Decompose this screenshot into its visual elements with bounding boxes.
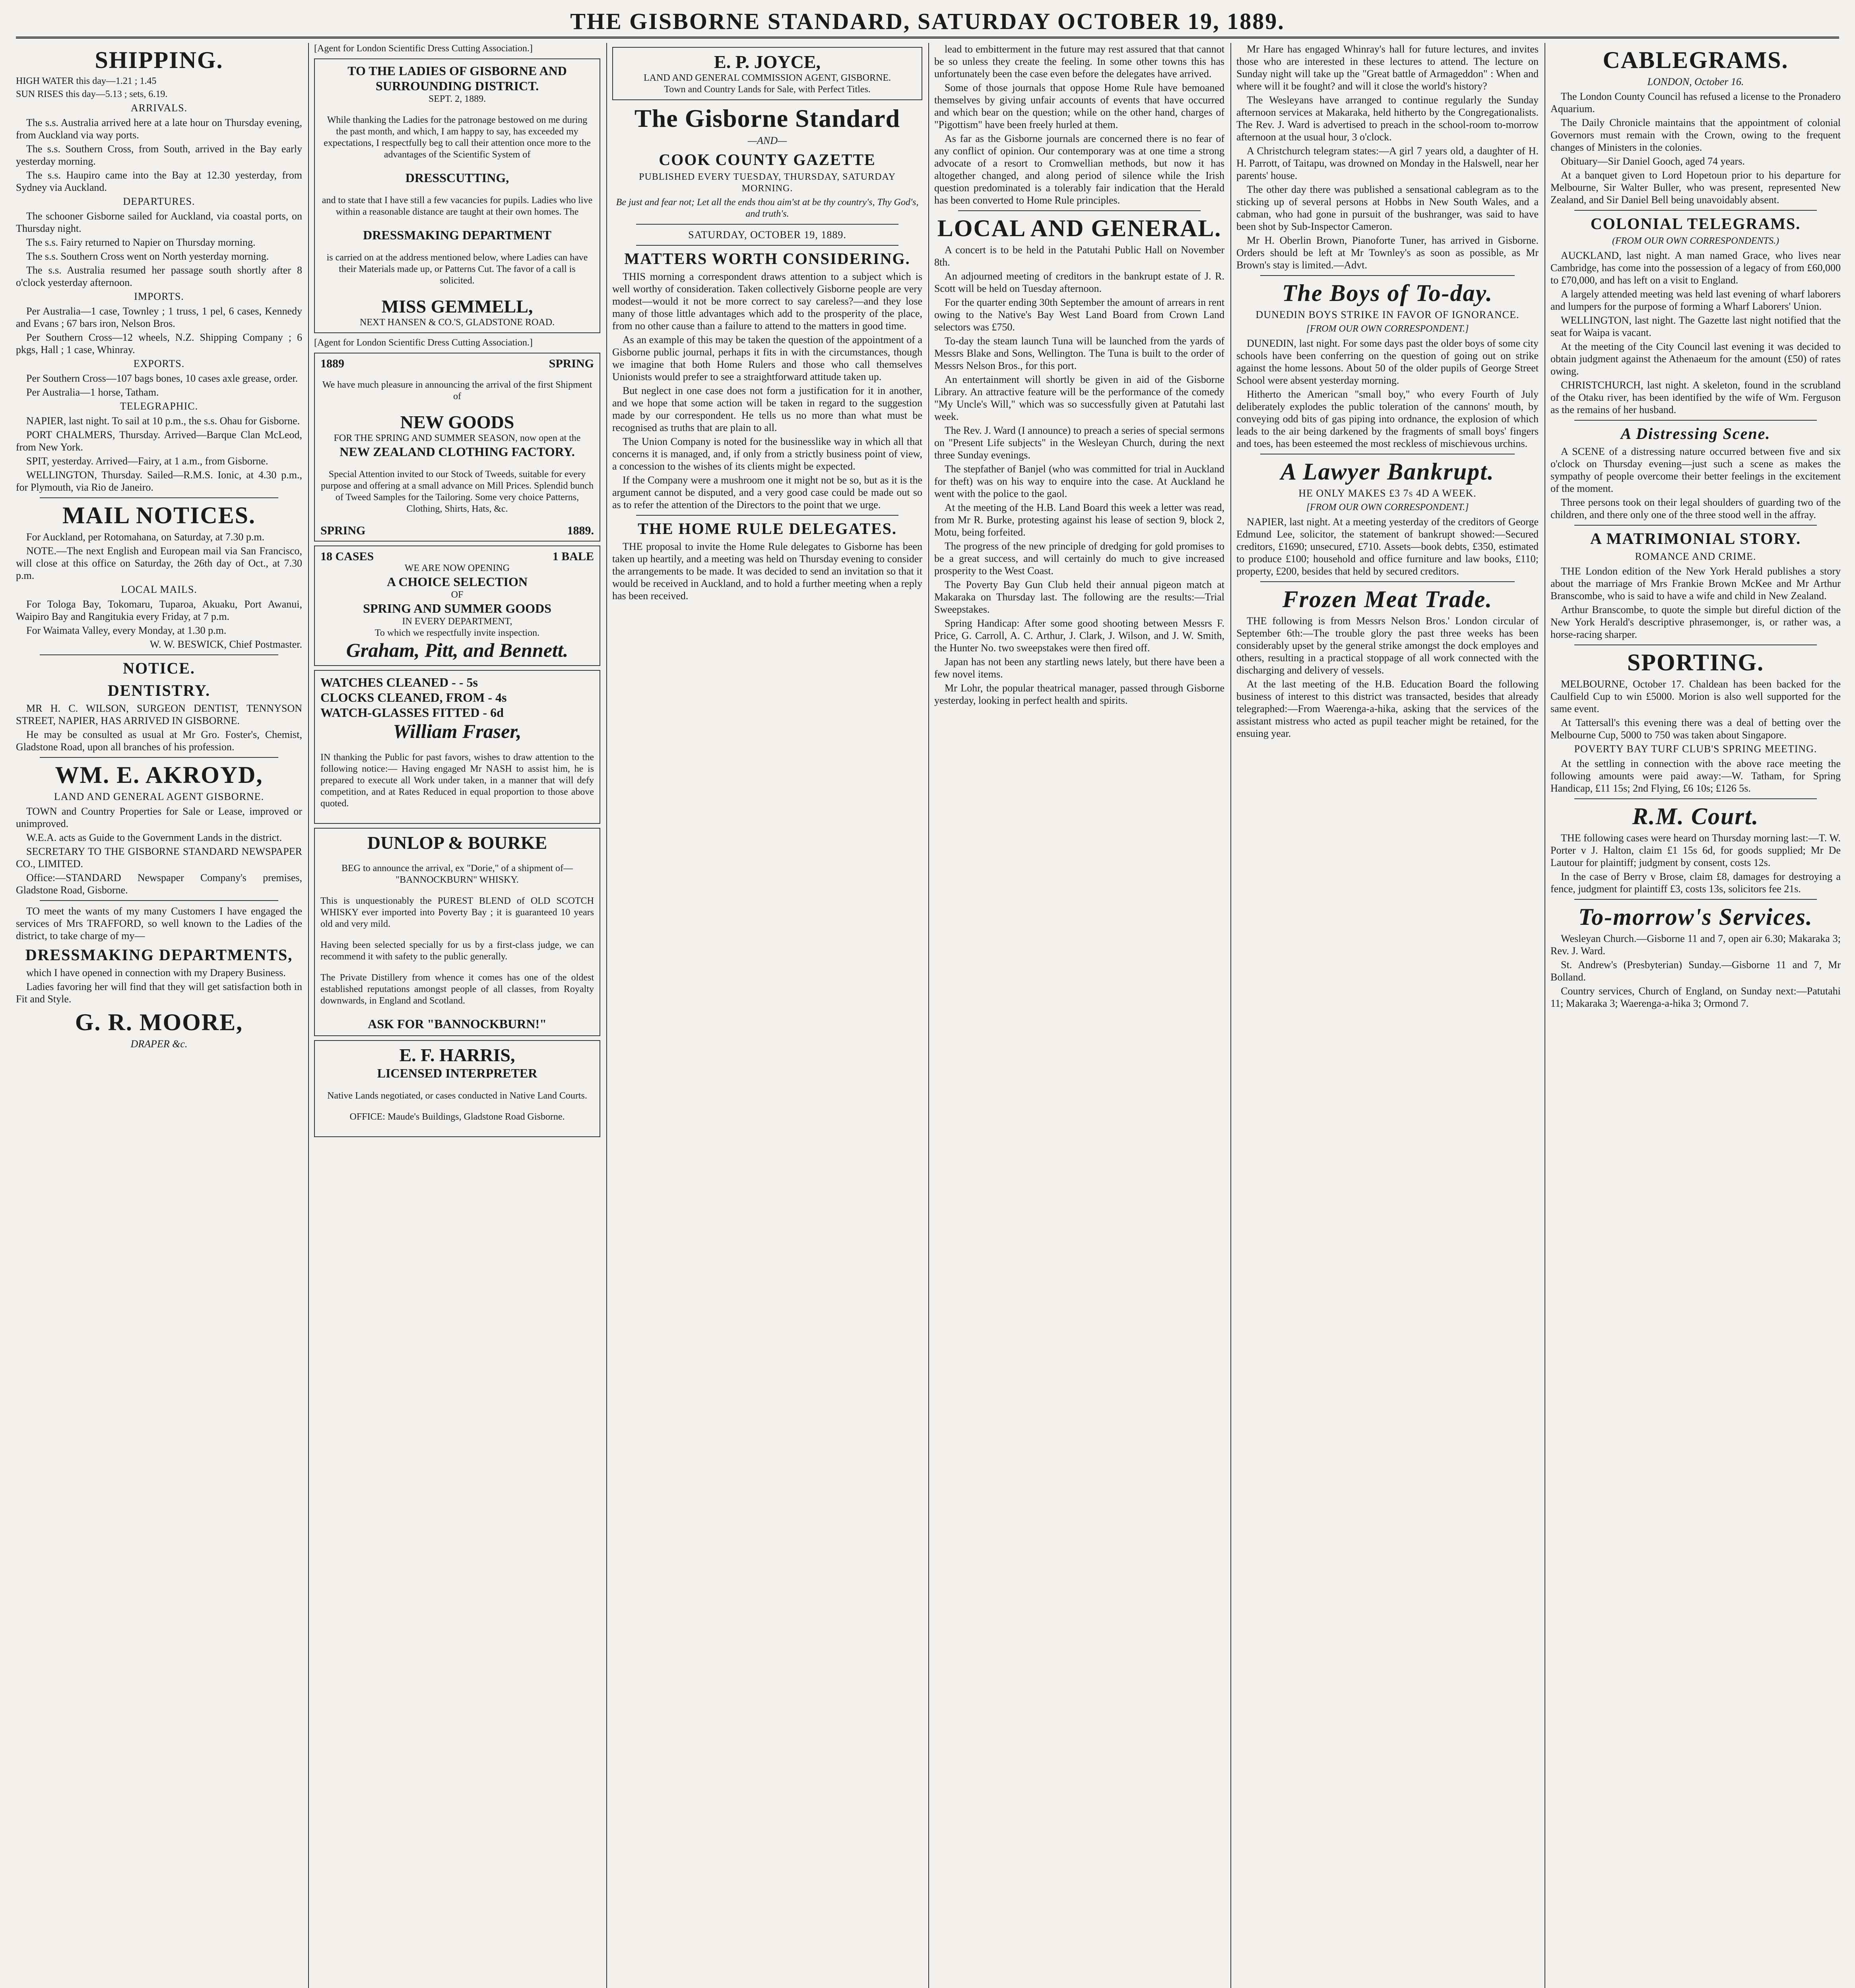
- cable-item: At a banquet given to Lord Hopetoun prior to his departure for Melbourne, Sir Walter Buller, who was present, represented New Zealand, and Sir Daniel Bell being unavoidably absent.: [1550, 169, 1841, 206]
- fraser-advert: [314, 670, 600, 824]
- publication-schedule: PUBLISHED EVERY TUESDAY, THURSDAY, SATURDAY MORNING.: [639, 172, 896, 194]
- turf-heading: POVERTY BAY TURF CLUB'S SPRING MEETING.: [1574, 743, 1817, 755]
- local-item: A concert is to be held in the Patutahi Public Hall on November 8th.: [934, 244, 1224, 268]
- motto: Be just and fear not; Let all the ends thou aim'st at be thy country's, Thy God's, and truth's.: [616, 197, 919, 219]
- local-item: An adjourned meeting of creditors in the bankrupt estate of J. R. Scott will be held on Tuesday afternoon.: [934, 270, 1224, 294]
- gemmell-advert: [314, 58, 600, 333]
- column-rule: [606, 43, 607, 1988]
- local-item: The progress of the new principle of dredging for gold promises to be a great success, and will certainly do much to give increased prosperity to the West Coast.: [934, 540, 1224, 577]
- now-opening: WE ARE NOW OPENING: [404, 563, 510, 573]
- akroyd-item: SECRETARY TO THE GISBORNE STANDARD NEWSPAPER CO., LIMITED.: [16, 846, 302, 870]
- cable-item: The Daily Chronicle maintains that the appointment of colonial Governors must remain with the Crown, owing to the frequent changes of Ministers in the colonies.: [1550, 117, 1841, 153]
- spring-header-row: [320, 357, 594, 370]
- cable-item: The London County Council has refused a license to the Pronadero Aquarium.: [1550, 91, 1841, 115]
- masthead-title: THE GISBORNE STANDARD, SATURDAY OCTOBER 19, 1889.: [570, 8, 1285, 34]
- telegraphic-item: WELLINGTON, Thursday. Sailed—R.M.S. Ionic, at 4.30 p.m., for Plymouth, via Rio de Janeiro.: [16, 469, 302, 493]
- akroyd-subheading: LAND AND GENERAL AGENT GISBORNE.: [54, 791, 264, 802]
- distress-heading: A Distressing Scene.: [1620, 425, 1771, 443]
- gemmell-address: NEXT HANSEN & CO.'S, GLADSTONE ROAD.: [359, 317, 555, 328]
- divider: [40, 757, 278, 758]
- dentistry-item: He may be consulted as usual at Mr Gro. Foster's, Chemist, Gladstone Road, upon all branches of his profession.: [16, 729, 302, 753]
- imports-heading: IMPORTS.: [134, 291, 184, 302]
- editorial-heading: MATTERS WORTH CONSIDERING.: [624, 250, 910, 268]
- dressmaking-body: is carried on at the address mentioned below, where Ladies can have their Materials made up, or Patterns Cut. The favor of a call is solicited.: [326, 252, 588, 286]
- colonial-item: At the meeting of the City Council last evening it was decided to obtain judgment against the Athenaeum for the amount (£50) of rates owing.: [1550, 341, 1841, 377]
- divider: [636, 224, 898, 225]
- harris-name: E. F. HARRIS,: [399, 1045, 515, 1065]
- cablegrams-heading: CABLEGRAMS.: [1603, 47, 1789, 73]
- new-goods-sub: FOR THE SPRING AND SUMMER SEASON, now open at the: [334, 433, 581, 443]
- local-item: Mr Hare has engaged Whinray's hall for future lectures, and invites those who are interested in these lectures to attend. The lecture on Sunday night will take up the "Great battle of Armageddon" : When and where will it be fought? and will it close the world's history?: [1236, 43, 1539, 92]
- divider: [1574, 798, 1817, 799]
- local-item: For the quarter ending 30th September the amount of arrears in rent owing to the Native's Bay West Land Board from Crown Land selectors was £750.: [934, 297, 1224, 333]
- dress-body: and to state that I have still a few vacancies for pupils. Ladies who live within a reasonable distance are taught at their own homes. The: [322, 195, 593, 217]
- divider: [1574, 420, 1817, 421]
- departure-item: The schooner Gisborne sailed for Auckland, via coastal ports, on Thursday night.: [16, 210, 302, 234]
- dressmaking-label: DRESSMAKING DEPARTMENTS,: [25, 946, 293, 964]
- column-5: [1236, 43, 1539, 1988]
- watch-price-2: CLOCKS CLEANED, FROM - 4s: [320, 690, 507, 705]
- local-mails-label: LOCAL MAILS.: [121, 584, 197, 595]
- export-item: Per Southern Cross—107 bags bones, 10 cases axle grease, order.: [26, 373, 298, 384]
- home-rule-heading: THE HOME RULE DELEGATES.: [638, 520, 897, 538]
- local-item: The Wesleyans have arranged to continue regularly the Sunday afternoon services at Makaraka, held hitherto by the Congregationalists. The Rev. J. Ward is advertised to preach in the school-room to-morrow afternoon at the usual hour, 3 o'clock.: [1236, 94, 1539, 143]
- spring-goods-advert: [314, 353, 600, 542]
- matrimonial-heading: A MATRIMONIAL STORY.: [1590, 530, 1801, 547]
- divider: [1260, 581, 1515, 582]
- dentistry-heading: DENTISTRY.: [107, 681, 211, 699]
- colonial-item: AUCKLAND, last night. A man named Grace, who lives near Cambridge, has come into the possession of a legacy of from £60,000 to £70,000, and has left on a visit to England.: [1550, 250, 1841, 286]
- editorial-paragraph: If the Company were a mushroom one it might not be so, but as it is the argument cannot be disputed, and a very good case could be made out so as to refer the attention of the Directors to the point that we urge.: [612, 474, 922, 511]
- divider: [636, 245, 898, 246]
- flag-subtitle: COOK COUNTY GAZETTE: [659, 151, 876, 169]
- arrival-item: The s.s. Southern Cross, from South, arrived in the Bay early yesterday morning.: [16, 143, 302, 167]
- colonial-source: (FROM OUR OWN CORRESPONDENTS.): [1612, 236, 1779, 246]
- flag-and: —AND—: [747, 135, 787, 146]
- ask-for-line: ASK FOR "BANNOCKBURN!": [368, 1017, 547, 1031]
- dunlop-body: BEG to announce the arrival, ex "Dorie," of a shipment of— "BANNOCKBURN" WHISKY.: [341, 863, 573, 885]
- departure-item: The s.s. Southern Cross went on North yesterday morning.: [26, 250, 269, 262]
- sun-line: SUN RISES this day—5.13 ; sets, 6.19.: [16, 89, 168, 99]
- watch-price-1: WATCHES CLEANED - - 5s: [320, 675, 478, 689]
- arrivals-heading: ARRIVALS.: [130, 102, 188, 114]
- exports-heading: EXPORTS.: [133, 358, 185, 369]
- telegraphic-item: SPIT, yesterday. Arrived—Fairy, at 1 a.m., from Gisborne.: [26, 455, 268, 467]
- cable-item: Obituary—Sir Daniel Gooch, aged 74 years.: [1561, 155, 1745, 167]
- local-item: The Poverty Bay Gun Club held their annual pigeon match at Makaraka on Thursday last. The following are the results:—Trial Sweepstakes.: [934, 579, 1224, 615]
- dentistry-item: MR H. C. WILSON, SURGEON DENTIST, TENNYSON STREET, NAPIER, HAS ARRIVED IN GISBORNE.: [16, 703, 302, 726]
- import-item: Per Southern Cross—12 wheels, N.Z. Shipping Company ; 6 pkgs, Hall ; 1 case, Whinray.: [16, 332, 302, 355]
- moore-item: TO meet the wants of my many Customers I have engaged the services of Mrs TRAFFORD, so well known to the Ladies of the district, to take charge of my—: [16, 905, 302, 942]
- local-item: Mr H. Oberlin Brown, Pianoforte Tuner, has arrived in Gisborne. Orders should be left at Mr Townley's as soon as possible, as Mr Brown's stay is limited.—Advt.: [1236, 235, 1539, 271]
- home-rule-paragraph: THE proposal to invite the Home Rule delegates to Gisborne has been taken up heartily, and a meeting was held on Thursday evening to consider the arrangements to be made. It was decided to send an invitation so that it would be received in Auckland, and to hold a further meeting when a reply has been received.: [612, 541, 922, 602]
- arrival-item: The s.s. Haupiro came into the Bay at 12.30 yesterday, from Sydney via Auckland.: [16, 169, 302, 193]
- newspaper-flag: The Gisborne Standard: [634, 104, 900, 132]
- departure-item: The s.s. Fairy returned to Napier on Thursday morning.: [26, 237, 256, 248]
- akroyd-item: TOWN and Country Properties for Sale or Lease, improved or unimproved.: [16, 806, 302, 829]
- clothing-factory-name: NEW ZEALAND CLOTHING FACTORY.: [340, 445, 575, 459]
- distress-paragraph: A SCENE of a distressing nature occurred between five and six o'clock on Thursday evening—just such a scene as makes the sympathy of people overcome their better feelings in the excitement of the moment.: [1550, 446, 1841, 494]
- joyce-subheading: LAND AND GENERAL COMMISSION AGENT, GISBORNE.: [643, 73, 891, 83]
- bankrupt-heading: A Lawyer Bankrupt.: [1281, 458, 1494, 485]
- choice-selection: A CHOICE SELECTION: [387, 575, 528, 589]
- akroyd-heading: WM. E. AKROYD,: [55, 762, 263, 788]
- local-item: Japan has not been any startling news lately, but there have been a few novel items.: [934, 656, 1224, 680]
- akroyd-item: W.E.A. acts as Guide to the Government Lands in the district.: [26, 832, 282, 843]
- local-item: The Rev. J. Ward (I announce) to preach a series of special sermons on "Present Life subjects" in the Wesleyan Church, during the next three Sunday evenings.: [934, 425, 1224, 461]
- tides-line: HIGH WATER this day—1.21 ; 1.45: [16, 76, 157, 86]
- harris-advert: [314, 1040, 600, 1137]
- divider: [40, 900, 278, 901]
- dressmaking-heading: DRESSMAKING DEPARTMENT: [363, 228, 551, 242]
- column-1: [16, 43, 302, 1988]
- telegraphic-item: NAPIER, last night. To sail at 10 p.m., the s.s. Ohau for Gisborne.: [26, 415, 300, 427]
- frozen-paragraph: At the last meeting of the H.B. Education Board the following business of interest to this district was transacted, besides that already telegraphed:—From Waerenga-a-hika, asking that the services of the assistant mistress who acted as pupil teacher might be retained, for the ensuing year.: [1236, 678, 1539, 739]
- association-note: [Agent for London Scientific Dress Cutting Association.]: [314, 43, 533, 54]
- gpb-signature: Graham, Pitt, and Bennett.: [346, 639, 569, 661]
- column-rule: [1230, 43, 1231, 1988]
- sporting-item: At Tattersall's this evening there was a deal of betting over the Melbourne Cup, 5000 to 750 was taken about Singapore.: [1550, 717, 1841, 741]
- spring-body: We have much pleasure in announcing the arrival of the first Shipment of: [322, 380, 592, 402]
- akroyd-item: Office:—STANDARD Newspaper Company's premises, Gladstone Road, Gisborne.: [16, 872, 302, 896]
- local-item: An entertainment will shortly be given in aid of the Gisborne Library. An attractive feature will be the performance of the comedy "My Uncle's Will," which was so successfully given at Patutahi last week.: [934, 374, 1224, 422]
- bankrupt-subheading: HE ONLY MAKES £3 7s 4D A WEEK.: [1298, 487, 1477, 499]
- harris-title: LICENSED INTERPRETER: [377, 1066, 537, 1080]
- spring-footer-row: [320, 524, 594, 537]
- divider: [40, 654, 278, 655]
- every-dept: IN EVERY DEPARTMENT,: [402, 616, 512, 627]
- spring-year: 1889.: [567, 524, 594, 537]
- dresscutting-label: DRESSCUTTING,: [405, 171, 509, 185]
- distress-paragraph: Three persons took on their legal shoulders of guarding two of the children, and there only one of the three stood well in the affray.: [1550, 497, 1841, 520]
- gemmell-name: MISS GEMMELL,: [381, 296, 533, 316]
- masthead: [16, 6, 1839, 39]
- inspection-line: To which we respectfully invite inspection.: [374, 628, 540, 638]
- editorial-paragraph: But neglect in one case does not form a justification for it in another, and we hope that some action will be taken in regard to the suggestion made by our correspondent. He tells us no more than what must be recognised as truths that are plain to all.: [612, 385, 922, 433]
- dateline: SATURDAY, OCTOBER 19, 1889.: [688, 229, 846, 241]
- joyce-name: E. P. JOYCE,: [714, 52, 821, 72]
- colonial-item: WELLINGTON, last night. The Gazette last night notified that the seat for Waipa is vacant.: [1550, 315, 1841, 338]
- moore-item: Ladies favoring her will find that they will get satisfaction both in Fit and Style.: [16, 981, 302, 1005]
- rm-item: In the case of Berry v Brose, claim £8, damages for destroying a fence, judgment for plaintiff £3, costs 13s, solicitors fee 21s.: [1550, 871, 1841, 895]
- graham-pitt-bennett-advert: [314, 546, 600, 666]
- postmaster-signature: W. W. BESWICK, Chief Postmaster.: [149, 639, 302, 650]
- services-item: Wesleyan Church.—Gisborne 11 and 7, open air 6.30; Makaraka 3; Rev. J. Ward.: [1550, 933, 1841, 957]
- divider: [40, 497, 278, 498]
- mail-item: For Auckland, per Rotomahana, on Saturday, at 7.30 p.m.: [26, 531, 265, 543]
- notice-heading: NOTICE.: [123, 659, 195, 677]
- matrimonial-subheading: ROMANCE AND CRIME.: [1635, 551, 1756, 562]
- local-general-heading: LOCAL AND GENERAL.: [937, 215, 1222, 241]
- editorial-paragraph: THIS morning a correspondent draws attention to a subject which is well worthy of consideration. Taken collectively Gisborne people are very modest—would it not be more correct to say careless?—and they lose many of those little advantages which add to the prosperity of the place, from no other cause than a failure to attend to the matters in good time.: [612, 271, 922, 332]
- new-goods-heading: NEW GOODS: [400, 412, 514, 432]
- local-item: Spring Handicap: After some good shooting between Messrs F. Price, G. Carroll, A. C. Arthur, J. Clark, J. Wilson, and J. W. Smith, the Hunter No. two sweepstakes were then fired off.: [934, 617, 1224, 654]
- association-note: [Agent for London Scientific Dress Cutting Association.]: [314, 338, 533, 348]
- moore-item: which I have opened in connection with my Drapery Business.: [26, 967, 286, 978]
- bankrupt-source: [FROM OUR OWN CORRESPONDENT.]: [1306, 502, 1469, 513]
- spring-label: SPRING: [549, 357, 594, 370]
- column-3: [612, 43, 922, 1988]
- matrimonial-paragraph: Arthur Branscombe, to quote the simple but direful diction of the New York Herald's descriptive phrasemonger, is, or rather was, a horse-racing sharper.: [1550, 604, 1841, 640]
- import-item: Per Australia—1 case, Townley ; 1 truss, 1 pel, 6 cases, Kennedy and Evans ; 67 bars iron, Nelson Bros.: [16, 305, 302, 329]
- divider: [1574, 899, 1817, 900]
- fraser-body: IN thanking the Public for past favors, wishes to draw attention to the following notice:— Having engaged Mr NASH to assist him, he is prepared to execute all Work under taken, in a manner that will defy competition, and at Rates Reduced in equal proportion to those above quoted.: [320, 752, 594, 809]
- divider: [958, 210, 1201, 211]
- local-item: At the meeting of the H.B. Land Board this week a letter was read, from Mr R. Burke, protesting against his lease of section 9, block 2, Motu, being forfeited.: [934, 502, 1224, 538]
- boys-paragraph: DUNEDIN, last night. For some days past the older boys of some city schools have been conferring on the question of going out on strike against the home lessons. About 50 of the older pupils of George Street School were absent yesterday morning.: [1236, 338, 1539, 386]
- arrival-item: The s.s. Australia arrived here at a late hour on Thursday evening, from Auckland via way ports.: [16, 117, 302, 141]
- editorial-continued: lead to embitterment in the future may rest assured that that cannot be so unless they create the feeling. In some other towns this has unfortunately been the case even before the delegates have arrived.: [934, 43, 1224, 80]
- rm-item: THE following cases were heard on Thursday morning last:—T. W. Porter v J. Halton, claim £1 15s 6d, for goods supplied; Mr De Lautour for plaintiff; judgment by consent, costs 12s.: [1550, 832, 1841, 868]
- local-item: Mr Lohr, the popular theatrical manager, passed through Gisborne yesterday, looking in perfect health and spirits.: [934, 682, 1224, 706]
- cable-dateline: LONDON, October 16.: [1647, 76, 1744, 87]
- column-rule: [928, 43, 929, 1988]
- of-label: OF: [451, 590, 464, 600]
- spring-label: SPRING: [320, 524, 366, 537]
- bale-label: 1 BALE: [552, 550, 594, 563]
- shipping-heading: SHIPPING.: [95, 47, 223, 73]
- moore-trade: DRAPER &c.: [130, 1038, 188, 1050]
- spring-year: 1889: [320, 357, 344, 370]
- dunlop-body-4: The Private Distillery from whence it comes has one of the oldest established reputations amongst people of all classes, from Royalty downwards, in England and Scotland.: [320, 973, 594, 1006]
- joyce-advert: [612, 47, 922, 100]
- column-rule: [308, 43, 309, 1988]
- mail-item: NOTE.—The next English and European mail via San Francisco, will close at this office on Saturday, the 26th day of Oct., at 7.30 p.m.: [16, 545, 302, 581]
- colonial-item: A largely attended meeting was held last evening of wharf laborers and lumpers for the purpose of forming a Wharf Laborers' Union.: [1550, 288, 1841, 312]
- mail-item: For Waimata Valley, every Monday, at 1.30 p.m.: [26, 625, 227, 636]
- colonial-heading: COLONIAL TELEGRAMS.: [1590, 215, 1801, 233]
- frozen-meat-heading: Frozen Meat Trade.: [1282, 586, 1493, 612]
- dunlop-body-2: This is unquestionably the PUREST BLEND of OLD SCOTCH WHISKY ever imported into Poverty Bay ; it is guaranteed 10 years old and very mild.: [320, 896, 594, 929]
- mail-notices-heading: MAIL NOTICES.: [62, 502, 256, 528]
- departures-heading: DEPARTURES.: [123, 196, 195, 207]
- divider: [1574, 210, 1817, 211]
- local-item: The other day there was published a sensational cablegram as to the sticking up of several persons at Hobbs in New South Wales, and a cabman, who had gone in pursuit of the bushranger, was said to have been shot by Sub-Inspector Cameron.: [1236, 184, 1539, 232]
- turf-item: At the settling in connection with the above race meeting the following amounts were paid away:—W. Tatham, for Spring Handicap, £11 15s; 2nd Flying, £6 10s; £126 5s.: [1550, 758, 1841, 794]
- telegraphic-heading: TELEGRAPHIC.: [120, 400, 198, 412]
- fraser-name: William Fraser,: [393, 720, 522, 742]
- dunlop-body-3: Having been selected specially for us by a first-class judge, we can recommend it with safety to the public generally.: [320, 940, 594, 962]
- colonial-item: CHRISTCHURCH, last night. A skeleton, found in the scrubland of the Otaku river, has been identified by the wife of Wm. Ferguson as the remains of her husband.: [1550, 379, 1841, 415]
- divider: [1574, 525, 1817, 526]
- sporting-item: MELBOURNE, October 17. Chaldean has been backed for the Caulfield Cup to win £5000. Morion is also well supported for the same event.: [1550, 678, 1841, 714]
- ladies-date: SEPT. 2, 1889.: [428, 94, 486, 104]
- export-item: Per Australia—1 horse, Tatham.: [26, 386, 159, 398]
- harris-office: OFFICE: Maude's Buildings, Gladstone Road Gisborne.: [349, 1112, 565, 1122]
- ladies-heading: TO THE LADIES OF GISBORNE AND SURROUNDING DISTRICT.: [347, 64, 567, 93]
- dunlop-bourke-advert: [314, 828, 600, 1036]
- services-heading: To-morrow's Services.: [1578, 904, 1813, 930]
- local-item: To-day the steam launch Tuna will be launched from the yards of Messrs Blake and Sons, Wellington. The Tuna is built to the order of Messrs Nelson Bros., for this port.: [934, 335, 1224, 371]
- moore-signature: G. R. MOORE,: [75, 1009, 243, 1035]
- boys-subheading: DUNEDIN BOYS STRIKE IN FAVOR OF IGNORANCE.: [1255, 309, 1519, 320]
- column-4: [934, 43, 1224, 1988]
- local-item: The stepfather of Banjel (who was committed for trial in Auckland for theft) was on his way to enquire into the case. At Auckland he went with the police to the gaol.: [934, 463, 1224, 499]
- mail-item: For Tologa Bay, Tokomaru, Tuparoa, Akuaku, Port Awanui, Waipiro Bay and Rangitukia every Friday, at 7 p.m.: [16, 598, 302, 622]
- joyce-body: Town and Country Lands for Sale, with Perfect Titles.: [664, 84, 871, 95]
- frozen-paragraph: THE following is from Messrs Nelson Bros.' London circular of September 6th:—The trouble glory the past three weeks has been considerably upset by the general strike amongst the dock employes and others, resulting in a practical stoppage of all work connected with the discharging and delivery of vessels.: [1236, 615, 1539, 676]
- dunlop-heading: DUNLOP & BOURKE: [367, 833, 547, 853]
- harris-body: Native Lands negotiated, or cases conducted in Native Land Courts.: [327, 1091, 587, 1101]
- editorial-paragraph: As an example of this may be taken the question of the appointment of a Gisborne public journal, perhaps it fits in with the circumstances, though we imagine that both Home Rulers and those who call themselves Unionists would prefer to see a straightforward attitude taken up.: [612, 334, 922, 382]
- sporting-heading: SPORTING.: [1627, 649, 1764, 676]
- matrimonial-paragraph: THE London edition of the New York Herald publishes a story about the marriage of Mrs Frankie Brown McKee and Mr Arthur Branscombe, who is said to have a wife and child in New Zealand.: [1550, 565, 1841, 602]
- clothing-factory-body: Special Attention invited to our Stock of Tweeds, suitable for every purpose and offering at a small advance on Mill Prices. Splendid bunch of Tweed Samples for the Tailoring. Some very choice Patterns, Clothing, Shirts, Hats, &c.: [320, 469, 594, 514]
- column-2: [314, 43, 600, 1988]
- rm-court-heading: R.M. Court.: [1632, 803, 1759, 829]
- divider: [1260, 275, 1515, 276]
- boys-source: [FROM OUR OWN CORRESPONDENT.]: [1306, 324, 1469, 334]
- cases-row: [320, 550, 594, 563]
- services-item: Country services, Church of England, on Sunday next:—Patutahi 11; Makaraka 3; Waerenga-a-hika 3; Ormond 7.: [1550, 985, 1841, 1009]
- watch-price-3: WATCH-GLASSES FITTED - 6d: [320, 705, 504, 720]
- boys-paragraph: Hitherto the American "small boy," who every Fourth of July deliberately explodes the public toleration of the cannons' mouth, by conveying odd bits of gas piping into ordnance, the explosion of which leads to the air being darkened by the fragments of small boys' fingers and toes, has been esteemed the most reckless of mischievous urchins.: [1236, 388, 1539, 449]
- bankrupt-paragraph: NAPIER, last night. At a meeting yesterday of the creditors of George Edmund Lee, solicitor, the statement of bankrupt showed:—Secured creditors, £1690; unsecured, £710. Assets—book debts, £350, estimated to produce £100; household and office furniture and law books, £110; property, £200, besides that held by secured creditors.: [1236, 516, 1539, 577]
- local-item: A Christchurch telegram states:—A girl 7 years old, a daughter of H. H. Parrott, of Taitapu, was drowned on Monday in the Halswell, near her parents' house.: [1236, 145, 1539, 181]
- column-6: [1550, 43, 1841, 1988]
- departure-item: The s.s. Australia resumed her passage south shortly after 8 o'clock yesterday afternoon.: [16, 264, 302, 288]
- divider: [636, 515, 898, 516]
- boys-heading: The Boys of To-day.: [1282, 280, 1493, 306]
- editorial-continued: As far as the Gisborne journals are concerned there is no fear of any conflict of opinion. Our contemporary was at one time a strong advocate of a resort to Cromwellian methods, but now it has altogether changed, and along period of silence while the Irish question predominated is a tolerably fair indication that the Herald has been converted to Home Rule principles.: [934, 133, 1224, 206]
- cases-label: 18 CASES: [320, 550, 374, 563]
- services-item: St. Andrew's (Presbyterian) Sunday.—Gisborne 11 and 7, Mr Bolland.: [1550, 959, 1841, 983]
- editorial-paragraph: The Union Company is noted for the businesslike way in which all that concerns it is managed, and, if only from a strictly business point of view, a concession to the wishes of its clients might be expected.: [612, 436, 922, 472]
- editorial-continued: Some of those journals that oppose Home Rule have bemoaned themselves by giving unfair accounts of events that have occurred and which bear on the question; while on the other hand, charges of "Pigottism" have been freely hurled at them.: [934, 82, 1224, 130]
- ladies-body: While thanking the Ladies for the patronage bestowed on me during the past month, and which, I am happy to say, has exceeded my expectations, I respectfully beg to call their attention once more to the advantages of the Scientific System of: [324, 115, 591, 160]
- goods-label: SPRING AND SUMMER GOODS: [363, 601, 551, 615]
- telegraphic-item: PORT CHALMERS, Thursday. Arrived—Barque Clan McLeod, from New York.: [16, 429, 302, 453]
